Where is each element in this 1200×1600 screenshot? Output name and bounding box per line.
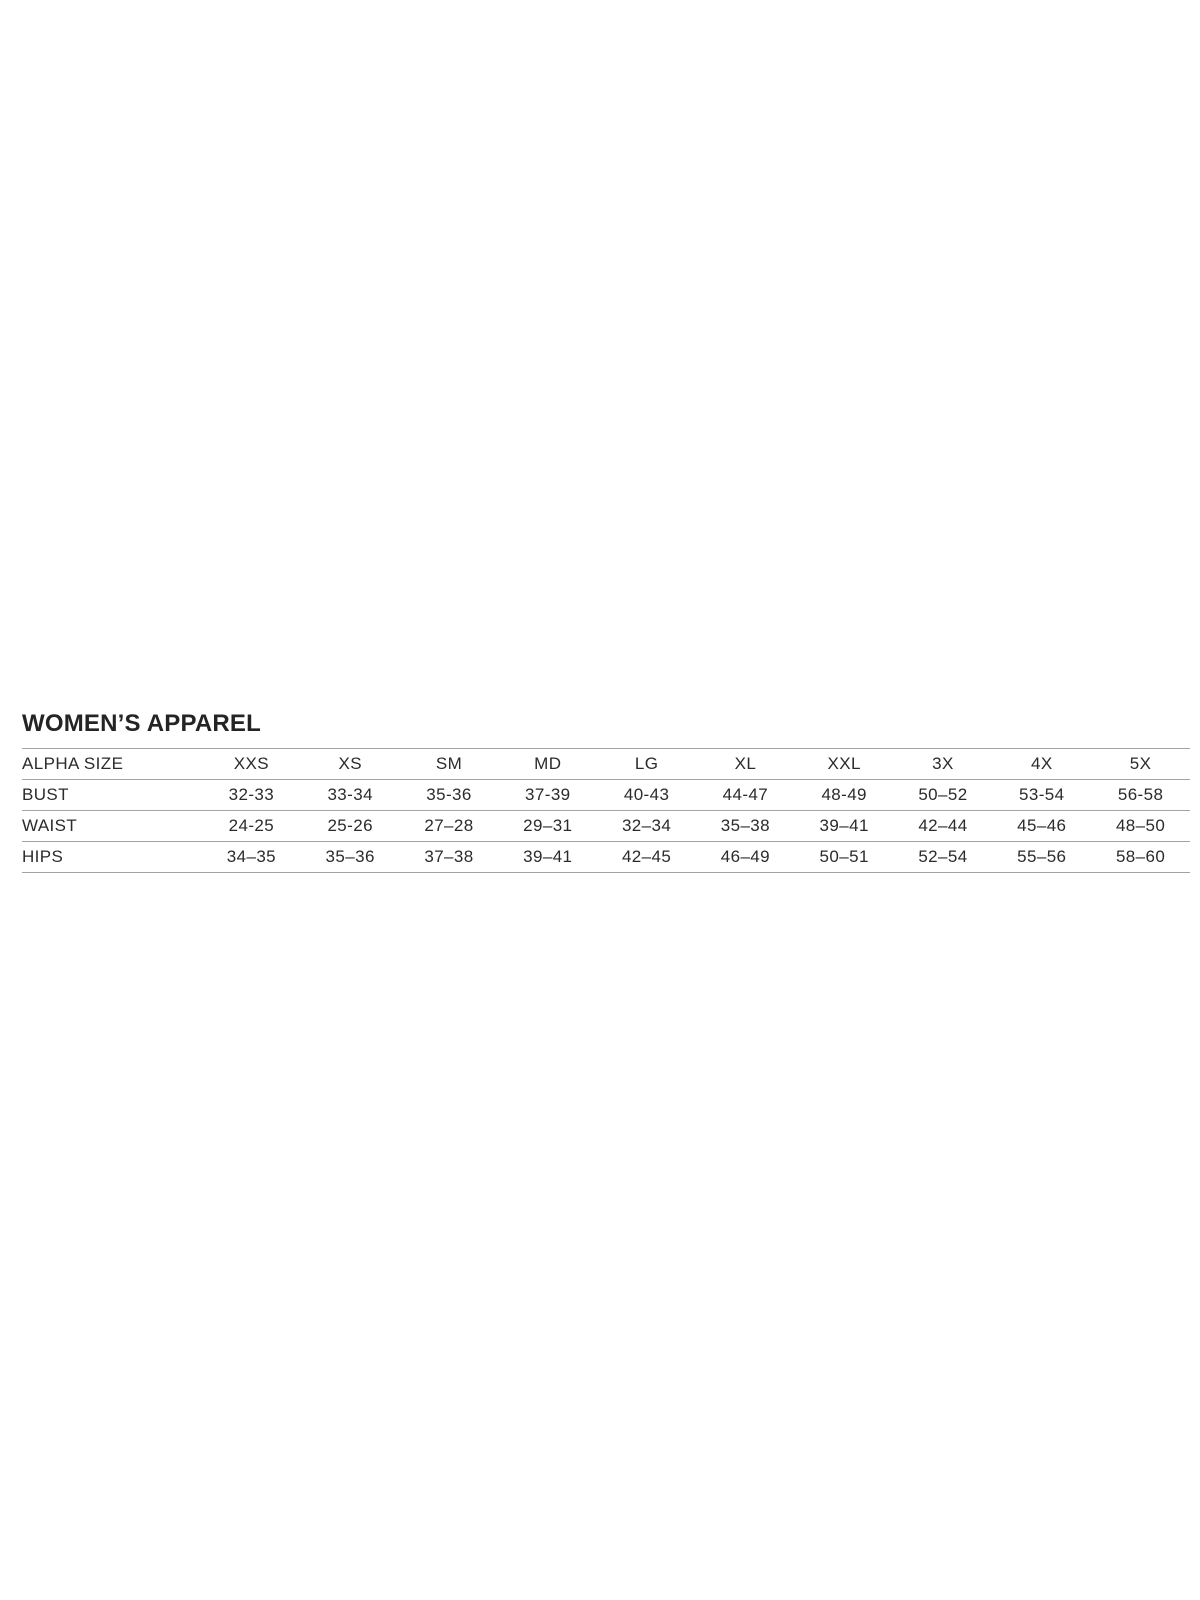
size-cell: 45–46 xyxy=(1017,816,1067,835)
size-cell: 35–38 xyxy=(720,816,771,835)
column-header-3x: 3X xyxy=(932,754,954,773)
size-cell: 42–45 xyxy=(621,847,672,866)
size-cell: 39–41 xyxy=(819,816,869,835)
size-cell: 37-39 xyxy=(525,785,571,804)
table-row-bust xyxy=(22,780,1190,811)
size-cell: 40-43 xyxy=(623,785,670,804)
column-header-md: MD xyxy=(534,754,562,773)
row-label-waist: WAIST xyxy=(22,816,78,835)
size-cell: 48-49 xyxy=(821,785,867,804)
size-cell: 42–44 xyxy=(918,816,968,835)
section-title: WOMEN’S APPAREL xyxy=(22,710,262,737)
size-cell: 24-25 xyxy=(228,816,275,835)
column-header-4x: 4X xyxy=(1030,754,1053,773)
column-header-xxl: XXL xyxy=(827,754,861,773)
size-cell: 34–35 xyxy=(226,847,277,866)
size-cell: 33-34 xyxy=(327,785,373,804)
column-header-xxs: XXS xyxy=(233,754,269,773)
column-header-sm: SM xyxy=(435,754,463,773)
size-cell: 44-47 xyxy=(722,785,769,804)
size-cell: 32-33 xyxy=(228,785,275,804)
size-cell: 25-26 xyxy=(327,816,373,835)
size-cell: 50–52 xyxy=(918,785,968,804)
table-row-waist xyxy=(22,811,1190,842)
size-cell: 48–50 xyxy=(1115,816,1166,835)
size-cell: 37–38 xyxy=(424,847,474,866)
size-cell: 35-36 xyxy=(426,785,472,804)
size-cell: 52–54 xyxy=(918,847,968,866)
size-cell: 29–31 xyxy=(523,816,573,835)
column-header-xl: XL xyxy=(734,754,757,773)
size-cell: 27–28 xyxy=(424,816,474,835)
size-cell: 35–36 xyxy=(325,847,375,866)
size-cell: 56-58 xyxy=(1117,785,1164,804)
column-header-xs: XS xyxy=(338,754,362,773)
header-row xyxy=(22,749,1190,780)
column-header-lg: LG xyxy=(634,754,659,773)
table-row-hips xyxy=(22,842,1190,873)
row-label-bust: BUST xyxy=(22,785,69,804)
size-cell: 39–41 xyxy=(523,847,573,866)
size-cell: 53-54 xyxy=(1019,785,1065,804)
size-cell: 46–49 xyxy=(720,847,771,866)
size-cell: 55–56 xyxy=(1017,847,1067,866)
size-cell: 32–34 xyxy=(621,816,672,835)
row-label-hips: HIPS xyxy=(22,847,64,866)
column-header-alpha-size: ALPHA SIZE xyxy=(22,754,124,773)
size-table xyxy=(22,748,1190,873)
size-chart-section xyxy=(22,709,1190,873)
size-cell: 50–51 xyxy=(819,847,869,866)
column-header-5x: 5X xyxy=(1129,754,1152,773)
size-cell: 58–60 xyxy=(1115,847,1166,866)
